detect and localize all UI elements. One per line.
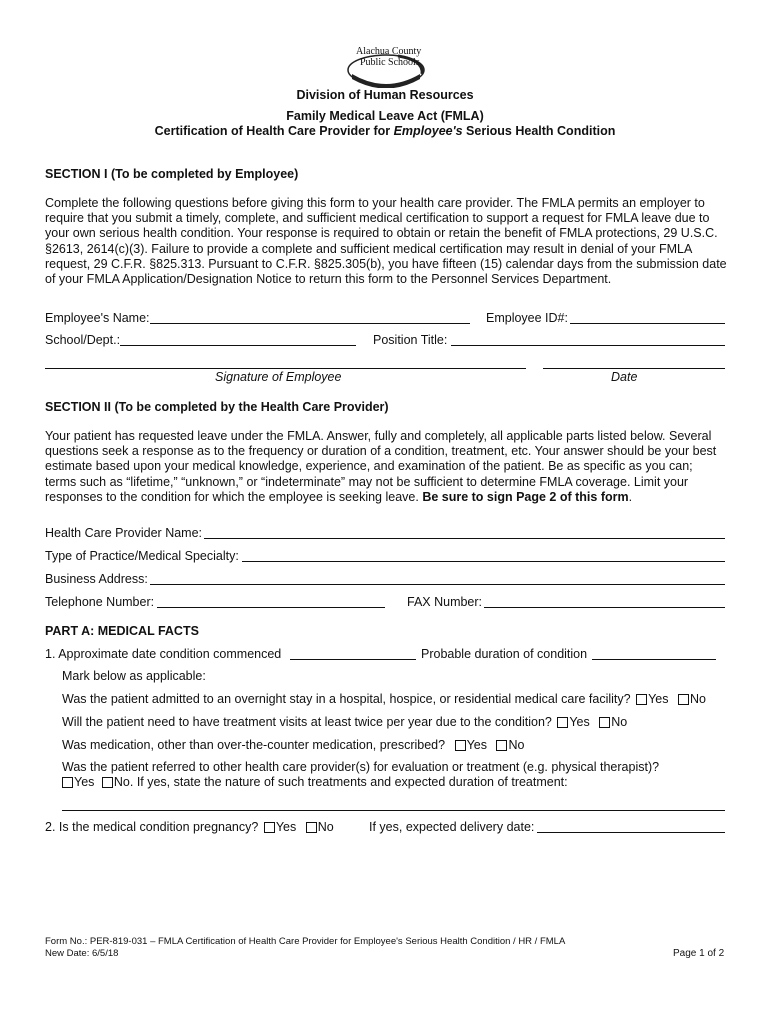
cert-title-suffix: Serious Health Condition <box>462 124 616 138</box>
q1-commenced-label: 1. Approximate date condition commenced <box>45 647 282 661</box>
telephone-label: Telephone Number: <box>45 595 155 609</box>
section2-paragraph-text: Your patient has requested leave under the FMLA. Answer, fully and completely, all applicable parts listed below. Several questions seek a response as to the frequency or duration of a condition, treatment, etc. Your answer should be your best estimate based upon your medical knowledge, experience, and examination of the patient. Be as specific as you can; terms such as “lifetime,” “unknown,” or “indeterminate” may not be sufficient to determine FMLA coverage. Limit your responses to the condition for which the employee is seeking leave. <box>45 429 717 504</box>
school-dept-label: School/Dept.: <box>45 333 121 347</box>
q1-duration-field[interactable] <box>592 659 716 660</box>
fax-field[interactable] <box>484 607 725 608</box>
logo-text-line1: Alachua County <box>356 46 422 57</box>
q-admitted <box>62 692 706 706</box>
q2-pregnancy-text: 2. Is the medical condition pregnancy? <box>45 820 259 834</box>
date-line[interactable] <box>543 368 725 369</box>
provider-name-label: Health Care Provider Name: <box>45 526 203 540</box>
footer-page-number: Page 1 of 2 <box>673 948 725 959</box>
q2-pregnancy <box>45 820 334 834</box>
footer-new-date: New Date: 6/5/18 <box>45 948 119 959</box>
q-visits-no-label: No <box>611 715 628 729</box>
employee-id-label: Employee ID#: <box>486 311 568 325</box>
q-visits-text: Will the patient need to have treatment visits at least twice per year due to the condition? <box>62 715 552 729</box>
fax-label: FAX Number: <box>407 595 483 609</box>
employee-name-field[interactable] <box>150 323 470 324</box>
q-admitted-no-label: No <box>689 692 706 706</box>
section1-instructions: Complete the following questions before giving this form to your health care provider. The FMLA permits an employer to require that you submit a timely, complete, and sufficient medical certification to support a request for FMLA leave due to your own serious health condition. Your response is required to obtain or retain the benefit of FMLA protections, 29 U.S.C. §2613, 2614(c)(3). Failure to provide a complete and sufficient medical certification may result in denial of your FMLA request, 29 C.F.R. §825.313. Pursuant to C.F.R. §825.305(b), you have fifteen (15) calendar days from the submission date of your FMLA Application/Designation Notice to return this form to the Personnel Services Department. <box>45 196 727 287</box>
provider-name-field[interactable] <box>204 538 725 539</box>
signature-caption: Signature of Employee <box>215 370 342 384</box>
q2-delivery-label: If yes, expected delivery date: <box>369 820 535 834</box>
practice-field[interactable] <box>242 561 725 562</box>
q-medication-no-label: No <box>508 738 525 752</box>
section2-heading: SECTION II (To be completed by the Health Care Provider) <box>45 400 389 414</box>
q-medication <box>62 738 524 752</box>
section2-paragraph-bold: Be sure to sign Page 2 of this form <box>422 489 629 504</box>
employee-id-field[interactable] <box>570 323 725 324</box>
part-a-heading: PART A: MEDICAL FACTS <box>45 624 199 638</box>
q2-no-label: No <box>317 820 334 834</box>
q-admitted-yes-label: Yes <box>648 692 669 706</box>
q2-no-checkbox[interactable] <box>306 822 317 833</box>
practice-label: Type of Practice/Medical Specialty: <box>45 549 239 563</box>
q1-commenced-field[interactable] <box>290 659 416 660</box>
q-referred-followup: No. If yes, state the nature of such treatments and expected duration of treatment: <box>113 775 568 789</box>
q-visits-yes-label: Yes <box>569 715 590 729</box>
section2-instructions <box>45 429 727 505</box>
footer-form-number: Form No.: PER-819-031 – FMLA Certification of Health Care Provider for Employee's Serious Health Condition / HR / FMLA <box>45 936 566 947</box>
business-address-field[interactable] <box>150 584 725 585</box>
q-referred-options <box>62 775 568 789</box>
logo-text-line2: Public Schools <box>360 57 420 68</box>
q2-delivery-field[interactable] <box>537 832 725 833</box>
section1-heading: SECTION I (To be completed by Employee) <box>45 167 299 181</box>
section2-paragraph-end: . <box>628 489 633 504</box>
q-medication-yes-checkbox[interactable] <box>455 740 466 751</box>
q-medication-yes-label: Yes <box>466 738 487 752</box>
q-referred-yes-label: Yes <box>74 775 95 789</box>
q2-yes-checkbox[interactable] <box>264 822 275 833</box>
business-address-label: Business Address: <box>45 572 148 586</box>
q-visits-yes-checkbox[interactable] <box>557 717 568 728</box>
position-title-label: Position Title: <box>373 333 448 347</box>
q-visits <box>62 715 627 729</box>
signature-line[interactable] <box>45 368 526 369</box>
employee-name-label: Employee's Name: <box>45 311 150 325</box>
certification-title <box>0 124 770 138</box>
date-caption: Date <box>611 370 638 384</box>
act-title: Family Medical Leave Act (FMLA) <box>286 109 484 123</box>
q-visits-no-checkbox[interactable] <box>599 717 610 728</box>
q1-duration-label: Probable duration of condition <box>421 647 588 661</box>
q-admitted-yes-checkbox[interactable] <box>636 694 647 705</box>
school-dept-field[interactable] <box>120 345 356 346</box>
telephone-field[interactable] <box>157 607 385 608</box>
district-logo <box>338 44 434 88</box>
q2-yes-label: Yes <box>275 820 297 834</box>
q-referred-text: Was the patient referred to other health care provider(s) for evaluation or treatment (e.g. physical therapist)? <box>62 760 660 774</box>
cert-title-prefix: Certification of Health Care Provider for <box>154 124 394 138</box>
q-referred-no-checkbox[interactable] <box>102 777 113 788</box>
q-medication-no-checkbox[interactable] <box>496 740 507 751</box>
q-referred-answer-field[interactable] <box>62 810 725 811</box>
q-medication-text: Was medication, other than over-the-counter medication, prescribed? <box>62 738 446 752</box>
division-title: Division of Human Resources <box>296 88 474 102</box>
q-admitted-no-checkbox[interactable] <box>678 694 689 705</box>
cert-title-italic: Employee's <box>393 124 463 138</box>
q-admitted-text: Was the patient admitted to an overnight stay in a hospital, hospice, or residential medical care facility? <box>62 692 631 706</box>
q-referred-yes-checkbox[interactable] <box>62 777 73 788</box>
mark-below-text: Mark below as applicable: <box>62 669 206 683</box>
position-title-field[interactable] <box>451 345 725 346</box>
